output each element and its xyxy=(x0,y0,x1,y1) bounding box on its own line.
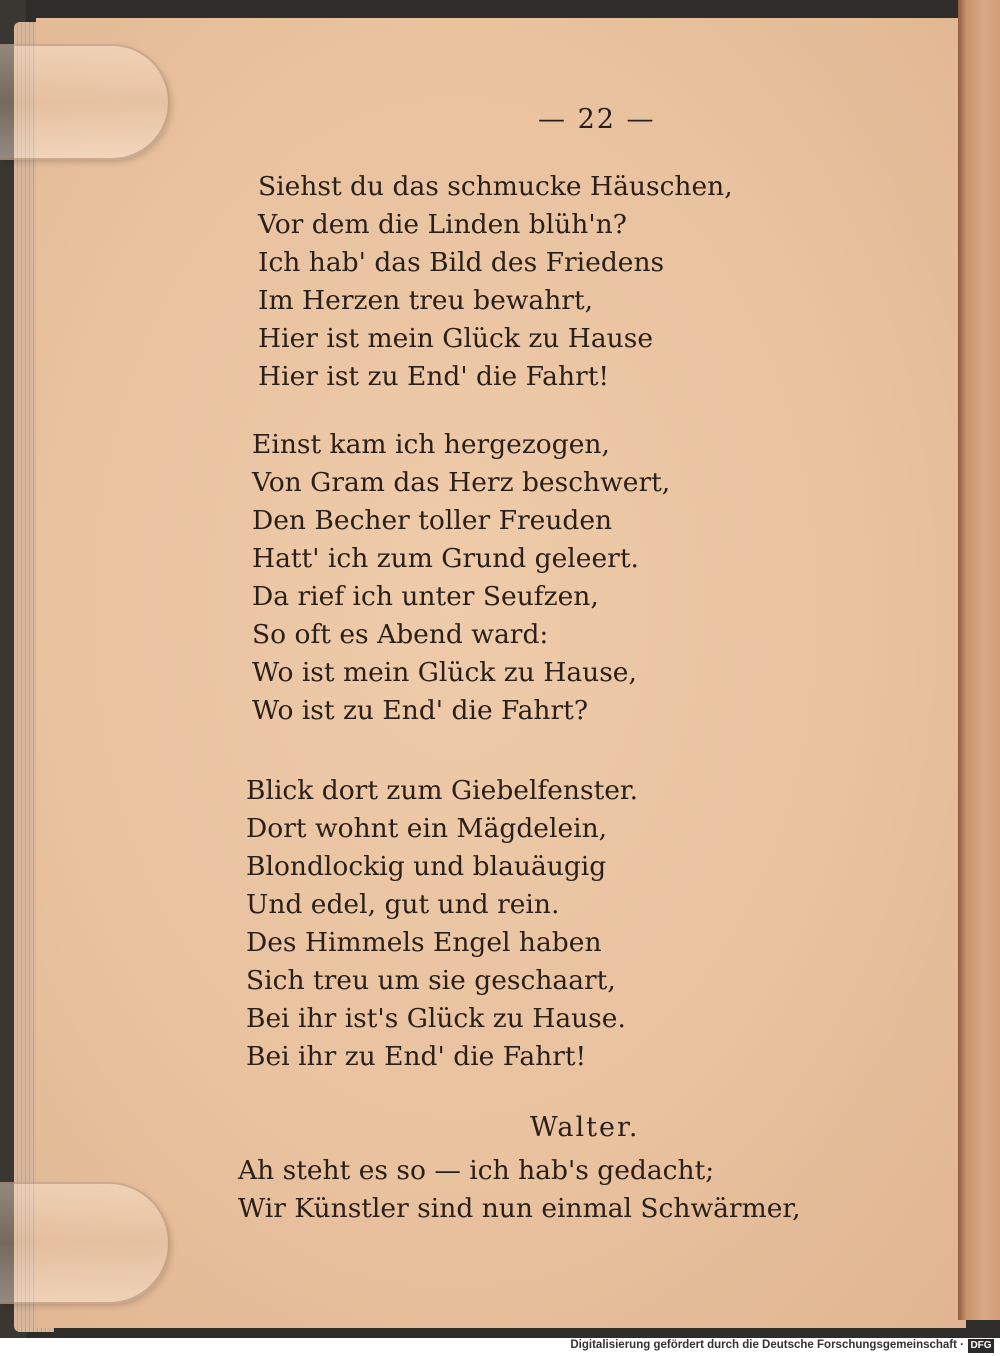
verse-line: Wo ist mein Glück zu Hause, xyxy=(252,657,637,688)
dialogue-line: Wir Künstler sind nun einmal Schwärmer, xyxy=(238,1193,801,1224)
page-clip-top xyxy=(0,44,170,160)
stanza-1 xyxy=(258,168,733,396)
verse-line: Hier ist mein Glück zu Hause xyxy=(258,323,654,354)
verse-line: Einst kam ich hergezogen, xyxy=(252,429,610,460)
dialogue xyxy=(238,1152,801,1228)
verse-line: Und edel, gut und rein. xyxy=(246,889,560,920)
verse-line: So oft es Abend ward: xyxy=(252,619,549,650)
verse-line: Bei ihr zu End' die Fahrt! xyxy=(246,1041,587,1072)
stanza-2 xyxy=(252,426,670,730)
speaker-name: Walter. xyxy=(530,1112,640,1143)
verse-line: Bei ihr ist's Glück zu Hause. xyxy=(246,1003,626,1034)
verse-line: Hier ist zu End' die Fahrt! xyxy=(258,361,610,392)
verse-line: Ich hab' das Bild des Friedens xyxy=(258,247,665,278)
verse-line: Wo ist zu End' die Fahrt? xyxy=(252,695,589,726)
verse-line: Blondlockig und blauäugig xyxy=(246,851,607,882)
stanza-3 xyxy=(246,772,638,1076)
verse-line: Da rief ich unter Seufzen, xyxy=(252,581,599,612)
verse-line: Vor dem die Linden blüh'n? xyxy=(258,209,627,240)
page-number: — 22 — xyxy=(538,104,656,135)
verse-line: Blick dort zum Giebelfenster. xyxy=(246,775,639,806)
verse-line: Im Herzen treu bewahrt, xyxy=(258,285,594,316)
verse-line: Dort wohnt ein Mägdelein, xyxy=(246,813,608,844)
footer-credit: Digitalisierung gefördert durch die Deutsche Forschungsgemeinschaft · xyxy=(570,1339,964,1351)
verse-line: Siehst du das schmucke Häuschen, xyxy=(258,171,733,202)
verse-line: Von Gram das Herz beschwert, xyxy=(252,467,671,498)
verse-line: Den Becher toller Freuden xyxy=(252,505,613,536)
page-clip-bottom xyxy=(0,1182,170,1304)
dialogue-line: Ah steht es so — ich hab's gedacht; xyxy=(238,1155,715,1186)
verse-line: Des Himmels Engel haben xyxy=(246,927,602,958)
dfg-logo: DFG xyxy=(968,1339,994,1353)
facing-page-edge xyxy=(958,0,1000,1320)
verse-line: Sich treu um sie geschaart, xyxy=(246,965,616,996)
verse-line: Hatt' ich zum Grund geleert. xyxy=(252,543,639,574)
